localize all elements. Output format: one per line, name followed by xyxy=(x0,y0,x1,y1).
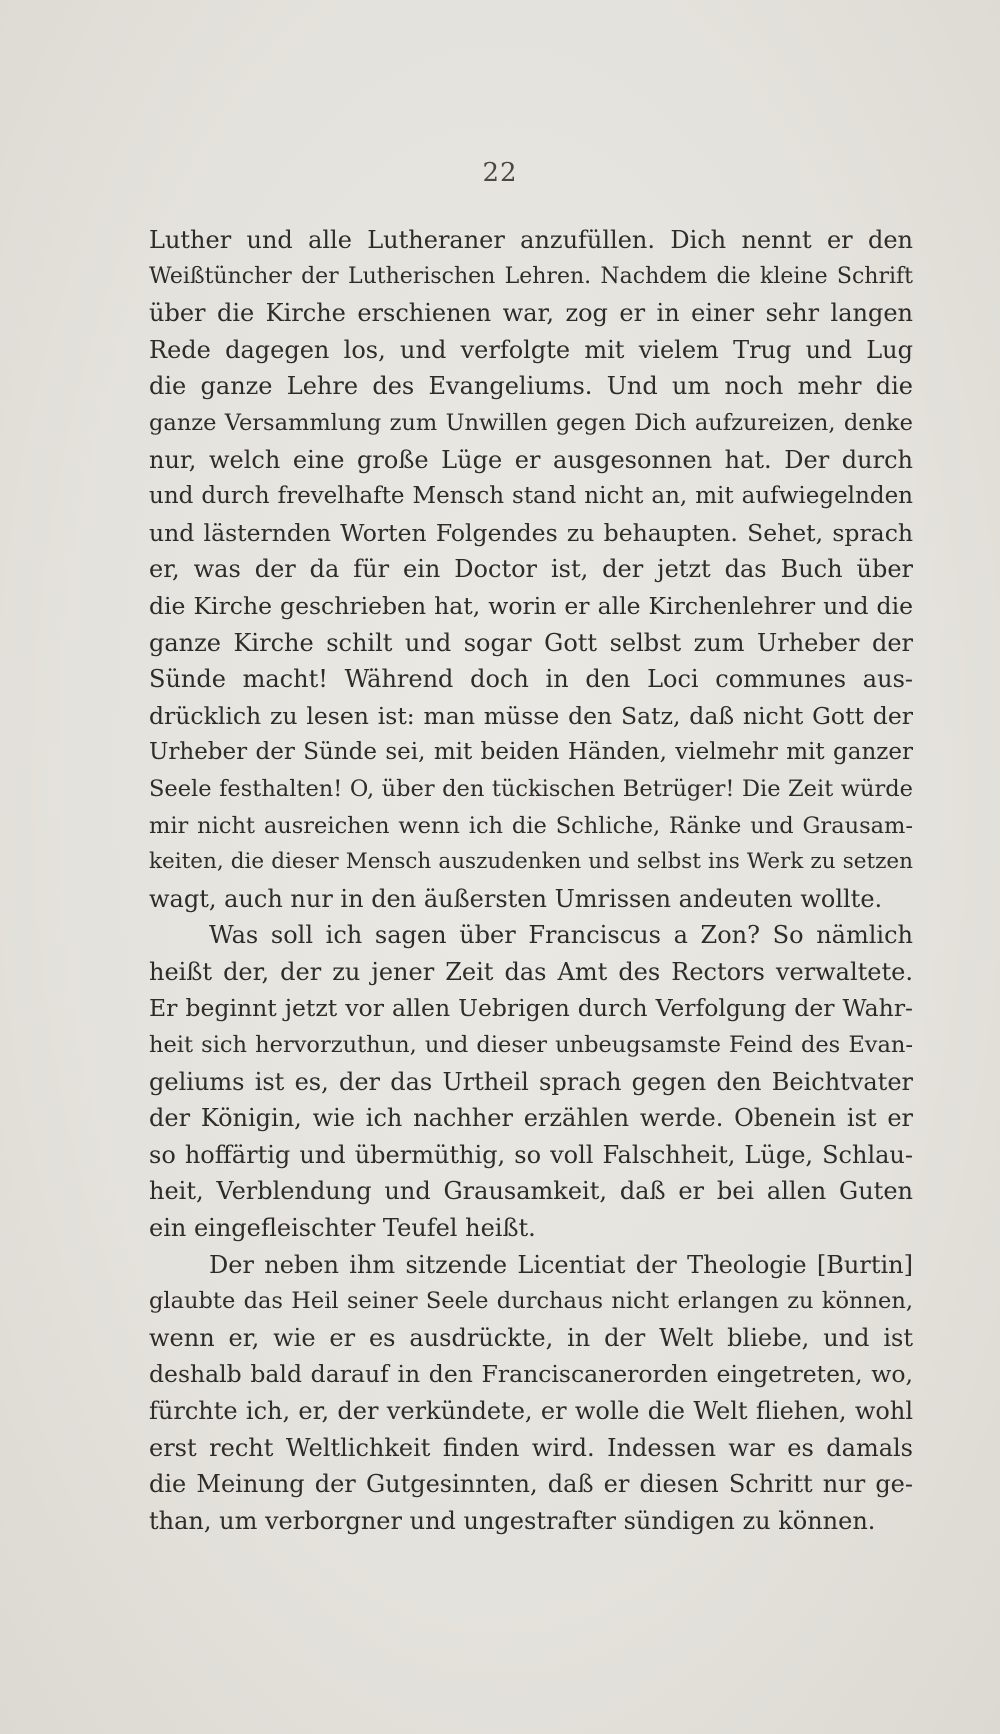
page-number: 22 xyxy=(482,158,518,188)
text-line: die Kirche geschrieben hat, worin er alle Kirchenlehrer und die xyxy=(149,591,913,620)
text-line: Rede dagegen los, und verfolgte mit vielem Trug und Lug xyxy=(149,335,913,364)
text-line: glaubte das Heil seiner Seele durchaus nicht erlangen zu können, xyxy=(149,1288,913,1315)
text-line: ganze Versammlung zum Unwillen gegen Dich aufzureizen, denke xyxy=(149,409,913,436)
paragraph xyxy=(149,222,913,917)
text-line: heit, Verblendung und Grausamkeit, daß er bei allen Guten xyxy=(149,1177,913,1206)
text-line: Er beginnt jetzt vor allen Uebrigen durch Verfolgung der Wahr- xyxy=(149,994,913,1023)
text-line: geliums ist es, der das Urtheil sprach gegen den Beichtvater xyxy=(149,1067,913,1096)
text-line: ganze Kirche schilt und sogar Gott selbst zum Urheber der xyxy=(149,628,913,657)
text-line: Seele festhalten! O, über den tückischen Betrüger! Die Zeit würde xyxy=(149,775,913,802)
text-line: Der neben ihm sitzende Licentiat der Theologie [Burtin] xyxy=(209,1250,913,1279)
text-line: Weißtüncher der Lutherischen Lehren. Nachdem die kleine Schrift xyxy=(149,263,913,289)
text-line: deshalb bald darauf in den Franciscanerorden eingetreten, wo, xyxy=(149,1360,913,1389)
text-line: die Meinung der Gutgesinnten, daß er diesen Schritt nur ge- xyxy=(149,1470,913,1499)
text-line: ein eingefleischter Teufel heißt. xyxy=(149,1214,536,1243)
text-line: die ganze Lehre des Evangeliums. Und um noch mehr die xyxy=(149,372,913,401)
text-line: drücklich zu lesen ist: man müsse den Satz, daß nicht Gott der xyxy=(149,701,913,730)
text-line: wagt, auch nur in den äußersten Umrissen andeuten wollte. xyxy=(149,884,883,913)
text-line: Sünde macht! Während doch in den Loci communes aus- xyxy=(149,665,913,694)
text-line: than, um verborgner und ungestrafter sündigen zu können. xyxy=(149,1506,876,1535)
text-line: fürchte ich, er, der verkündete, er wolle die Welt fliehen, wohl xyxy=(149,1397,913,1425)
text-line: Was soll ich sagen über Franciscus a Zon? So nämlich xyxy=(209,921,913,950)
text-line: und lästernden Worten Folgendes zu behaupten. Sehet, sprach xyxy=(149,518,913,547)
body-text xyxy=(149,222,913,1539)
text-line: und durch frevelhafte Mensch stand nicht an, mit aufwiegelnden xyxy=(149,483,913,510)
text-line: keiten, die dieser Mensch auszudenken und selbst ins Werk zu setzen xyxy=(149,849,913,875)
text-line: wenn er, wie er es ausdrückte, in der Welt bliebe, und ist xyxy=(149,1323,913,1352)
text-line: Urheber der Sünde sei, mit beiden Händen, vielmehr mit ganzer xyxy=(149,739,913,766)
text-line: so hoffärtig und übermüthig, so voll Falschheit, Lüge, Schlau- xyxy=(149,1140,913,1169)
text-line: über die Kirche erschienen war, zog er in einer sehr langen xyxy=(149,299,913,328)
text-line: erst recht Weltlichkeit finden wird. Indessen war es damals xyxy=(149,1433,913,1462)
text-line: Luther und alle Lutheraner anzufüllen. Dich nennt er den xyxy=(149,226,913,254)
text-line: heißt der, der zu jener Zeit das Amt des Rectors verwaltete. xyxy=(149,957,913,986)
paragraph xyxy=(149,917,913,1246)
text-line: nur, welch eine große Lüge er ausgesonnen hat. Der durch xyxy=(149,445,913,474)
text-line: er, was der da für ein Doctor ist, der jetzt das Buch über xyxy=(149,555,913,584)
paragraph xyxy=(149,1247,913,1540)
text-line: der Königin, wie ich nachher erzählen werde. Obenein ist er xyxy=(149,1104,913,1133)
text-line: mir nicht ausreichen wenn ich die Schliche, Ränke und Grausam- xyxy=(149,812,913,839)
text-line: heit sich hervorzuthun, und dieser unbeugsamste Feind des Evan- xyxy=(149,1032,913,1059)
